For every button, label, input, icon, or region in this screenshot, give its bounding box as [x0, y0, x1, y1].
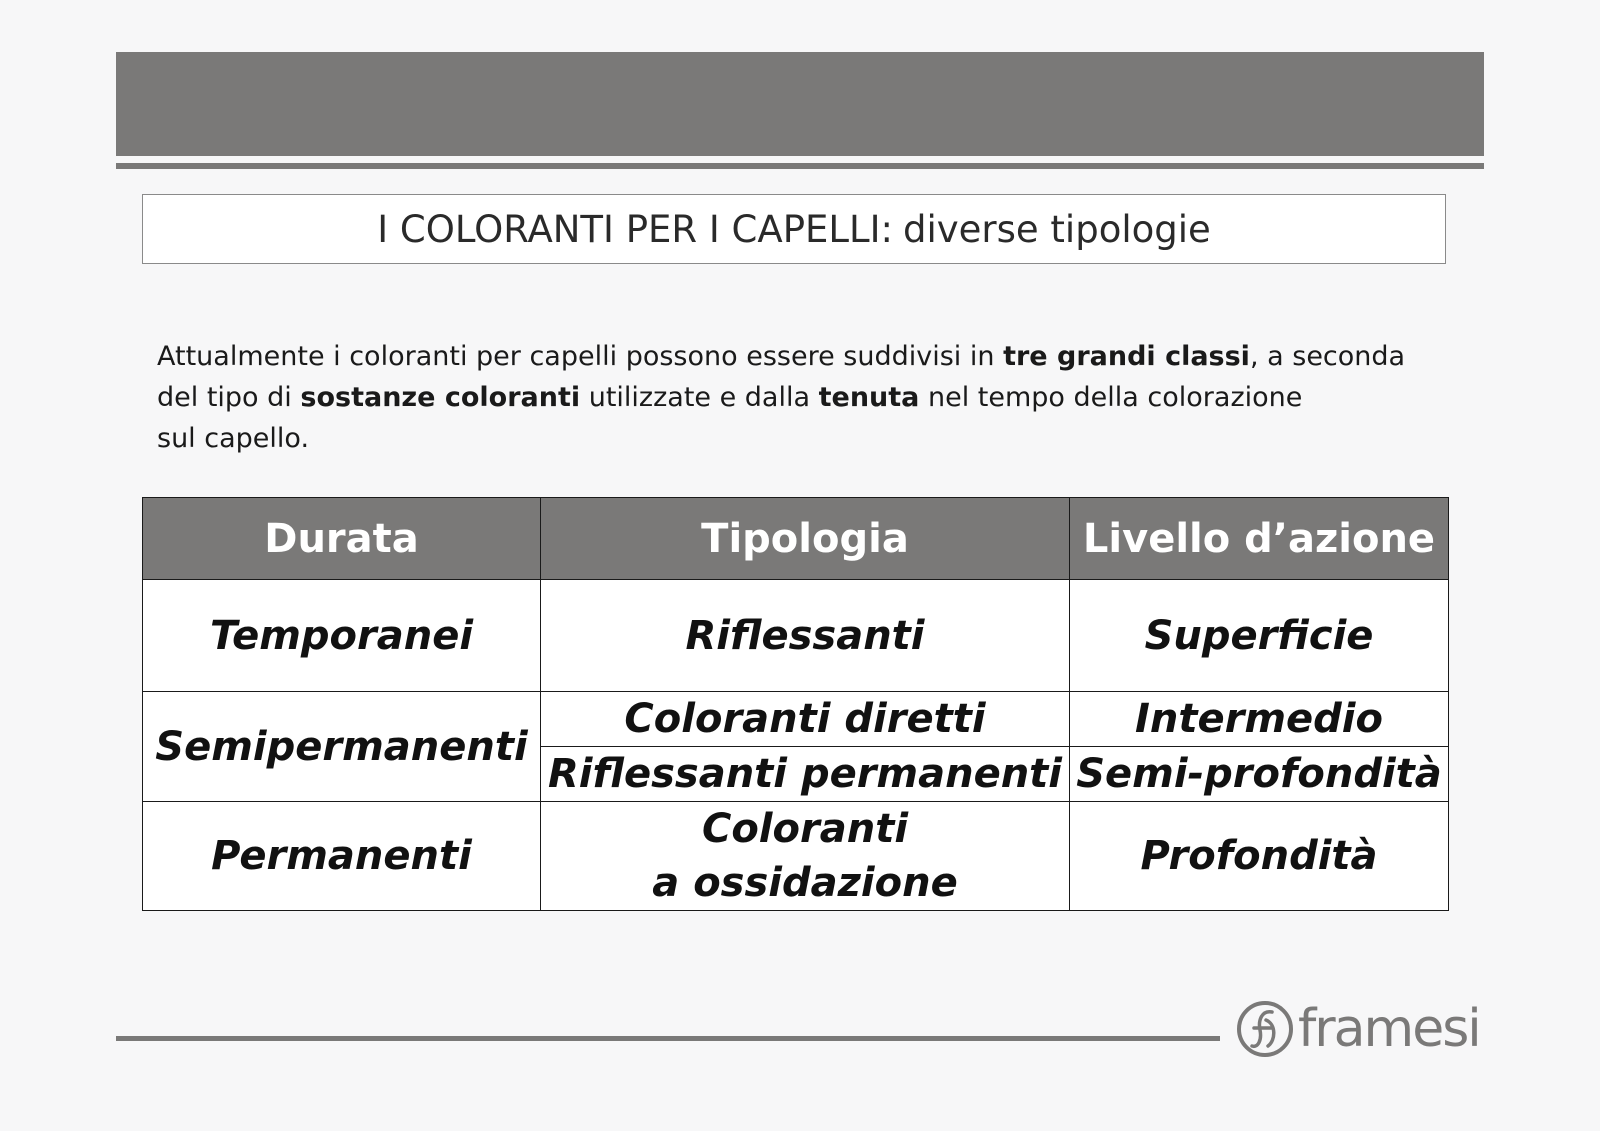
header-livello: Livello d’azione: [1070, 498, 1449, 580]
slide-title-main: I COLORANTI PER I CAPELLI:: [377, 207, 893, 251]
intro-paragraph: [157, 336, 1467, 459]
cell-livello: Semi-profondità: [1070, 747, 1449, 802]
cell-durata: Semipermanenti: [143, 692, 541, 802]
slide-title: [142, 194, 1446, 264]
table-row: [143, 580, 1449, 692]
intro-text: , a seconda: [1249, 341, 1406, 372]
intro-text: del tipo di: [157, 382, 301, 413]
framesi-f-mark-icon: [1236, 1000, 1294, 1058]
header-tipologia: Tipologia: [541, 498, 1070, 580]
header-rule: [116, 163, 1484, 169]
cell-livello: Superficie: [1070, 580, 1449, 692]
table-row: [143, 692, 1449, 747]
intro-text: sul capello.: [157, 423, 310, 454]
cell-livello: Intermedio: [1070, 692, 1449, 747]
intro-bold: sostanze coloranti: [300, 382, 581, 413]
intro-text: utilizzate e dalla: [580, 382, 819, 413]
hair-dye-types-table: [142, 497, 1449, 911]
cell-durata: Permanenti: [143, 802, 541, 911]
framesi-logo: [1236, 998, 1480, 1060]
cell-tipologia-line: Coloranti: [701, 806, 909, 852]
header-durata: Durata: [143, 498, 541, 580]
header-band: [116, 52, 1484, 156]
cell-tipologia: Riflessanti: [541, 580, 1070, 692]
cell-tipologia: [541, 802, 1070, 911]
intro-bold: tenuta: [818, 382, 920, 413]
cell-tipologia: Riflessanti permanenti: [541, 747, 1070, 802]
cell-livello: Profondità: [1070, 802, 1449, 911]
cell-durata: Temporanei: [143, 580, 541, 692]
logo-wordmark: framesi: [1298, 999, 1480, 1059]
cell-tipologia: Coloranti diretti: [541, 692, 1070, 747]
intro-text: Attualmente i coloranti per capelli possono essere suddivisi in: [157, 341, 1004, 372]
intro-bold: tre grandi classi: [1003, 341, 1250, 372]
table-row: [143, 802, 1449, 911]
cell-tipologia-line: a ossidazione: [652, 860, 958, 906]
footer-rule: [116, 1036, 1220, 1041]
slide-title-sub: diverse tipologie: [902, 207, 1211, 251]
intro-text: nel tempo della colorazione: [919, 382, 1303, 413]
